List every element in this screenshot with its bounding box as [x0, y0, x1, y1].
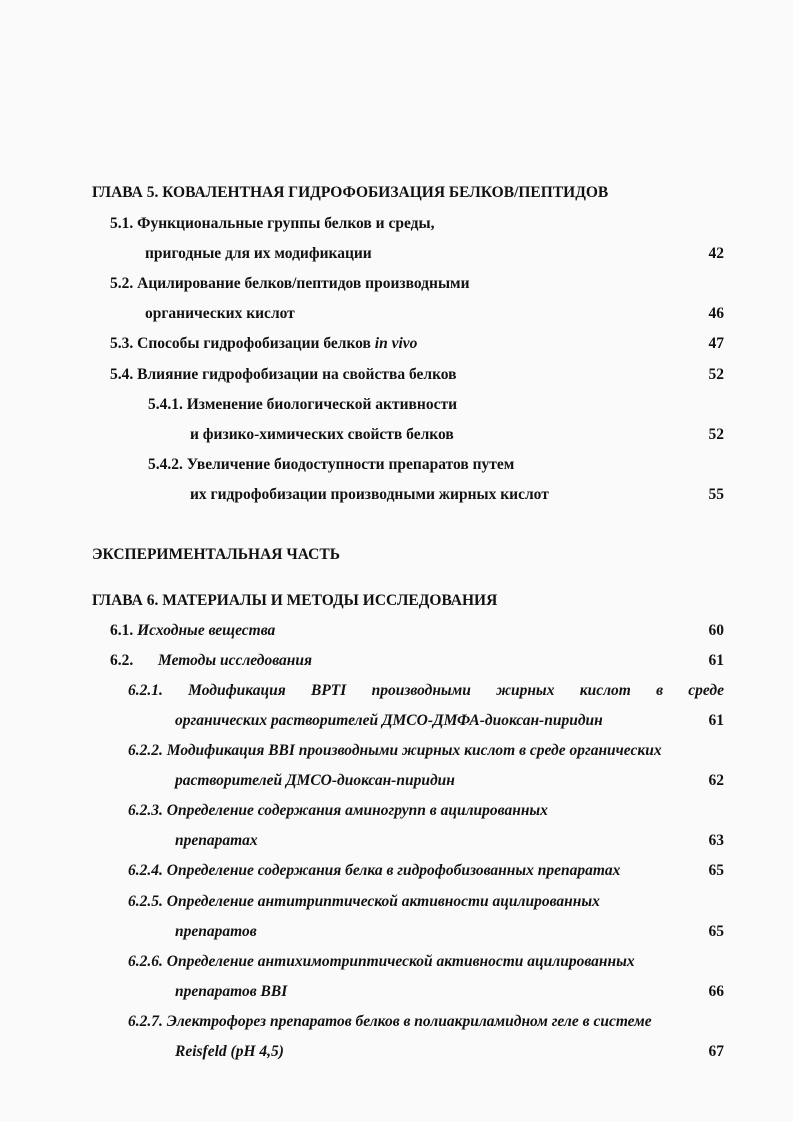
toc-6-2-6-line1: 6.2.6. Определение антихимотриптической активности ацилированных: [128, 953, 635, 970]
chapter-6-title: ГЛАВА 6. МАТЕРИАЛЫ И МЕТОДЫ ИССЛЕДОВАНИЯ: [92, 592, 498, 609]
toc-6-2-5-line1: 6.2.5. Определение антитриптической активности ацилированных: [128, 893, 600, 910]
chapter-5-title: ГЛАВА 5. КОВАЛЕНТНАЯ ГИДРОФОБИЗАЦИЯ БЕЛКОВ/ПЕПТИДОВ: [92, 184, 609, 201]
toc-6-2-7-line2: Reisfeld (pH 4,5): [175, 1043, 284, 1060]
toc-5-4-1-line2: и физико-химических свойств белков: [190, 426, 454, 443]
toc-6-2-1-line1: 6.2.1. Модификация BPTI производными жирных кислот в среде: [128, 682, 724, 699]
toc-5-4-1-line1: 5.4.1. Изменение биологической активности: [148, 396, 457, 413]
toc-5-4-line1: 5.4. Влияние гидрофобизации на свойства белков: [110, 366, 457, 383]
toc-5-3-line: [110, 334, 417, 354]
toc-6-2-4-page: 65: [708, 862, 724, 879]
toc-5-4-2-line1: 5.4.2. Увеличение биодоступности препаратов путем: [148, 456, 515, 473]
toc-6-2-num: 6.2.: [110, 652, 134, 669]
toc-6-1-num: 6.1.: [110, 622, 134, 639]
toc-5-3-page: 47: [708, 335, 724, 352]
toc-5-4-2-line2: их гидрофобизации производными жирных кислот: [190, 486, 549, 503]
toc-5-4-1-page: 52: [708, 426, 724, 443]
toc-6-2-5-line2: препаратов: [175, 923, 257, 940]
experimental-heading: ЭКСПЕРИМЕНТАЛЬНАЯ ЧАСТЬ: [92, 546, 340, 563]
toc-6-2-2-line1: 6.2.2. Модификация BBI производными жирных кислот в среде органических: [128, 742, 662, 759]
toc-5-3-italic: in vivo: [374, 335, 418, 352]
toc-6-1-line: [110, 621, 275, 641]
toc-6-1-page: 60: [708, 622, 724, 639]
toc-6-2-3-line1: 6.2.3. Определение содержания аминогрупп в ацилированных: [128, 802, 548, 819]
toc-6-2-page: 61: [708, 652, 724, 669]
toc-6-2-6-page: 66: [708, 983, 724, 1000]
toc-5-1-page: 42: [708, 245, 724, 262]
toc-6-2-1-line2: органических растворителей ДМСО-ДМФА-диоксан-пиридин: [175, 712, 603, 729]
toc-6-2-7-page: 67: [708, 1043, 724, 1060]
toc-6-2-5-page: 65: [708, 923, 724, 940]
toc-6-2-2-line2: растворителей ДМСО-диоксан-пиридин: [175, 772, 455, 789]
toc-5-1-line1: 5.1. Функциональные группы белков и среды,: [110, 215, 435, 232]
toc-6-2-1-page: 61: [708, 712, 724, 729]
toc-5-2-line2: органических кислот: [145, 305, 295, 322]
toc-6-2-3-page: 63: [708, 832, 724, 849]
toc-6-2-4-line1: 6.2.4. Определение содержания белка в гидрофобизованных препаратах: [128, 862, 621, 879]
toc-5-3-text: 5.3. Способы гидрофобизации белков: [110, 335, 371, 352]
toc-5-1-line2: пригодные для их модификации: [145, 245, 372, 262]
toc-6-2-3-line2: препаратах: [175, 832, 258, 849]
toc-6-2-2-page: 62: [708, 772, 724, 789]
toc-6-2-title: Методы исследования: [158, 652, 313, 669]
toc-6-1-title: Исходные вещества: [137, 622, 276, 639]
toc-5-4-page: 52: [708, 366, 724, 383]
toc-6-2-6-line2: препаратов BBI: [175, 983, 288, 1000]
toc-5-2-line1: 5.2. Ацилирование белков/пептидов производными: [110, 275, 470, 292]
toc-5-2-page: 46: [708, 305, 724, 322]
toc-6-2-7-line1: 6.2.7. Электрофорез препаратов белков в полиакриламидном геле в системе: [128, 1013, 652, 1030]
toc-5-4-2-page: 55: [708, 486, 724, 503]
